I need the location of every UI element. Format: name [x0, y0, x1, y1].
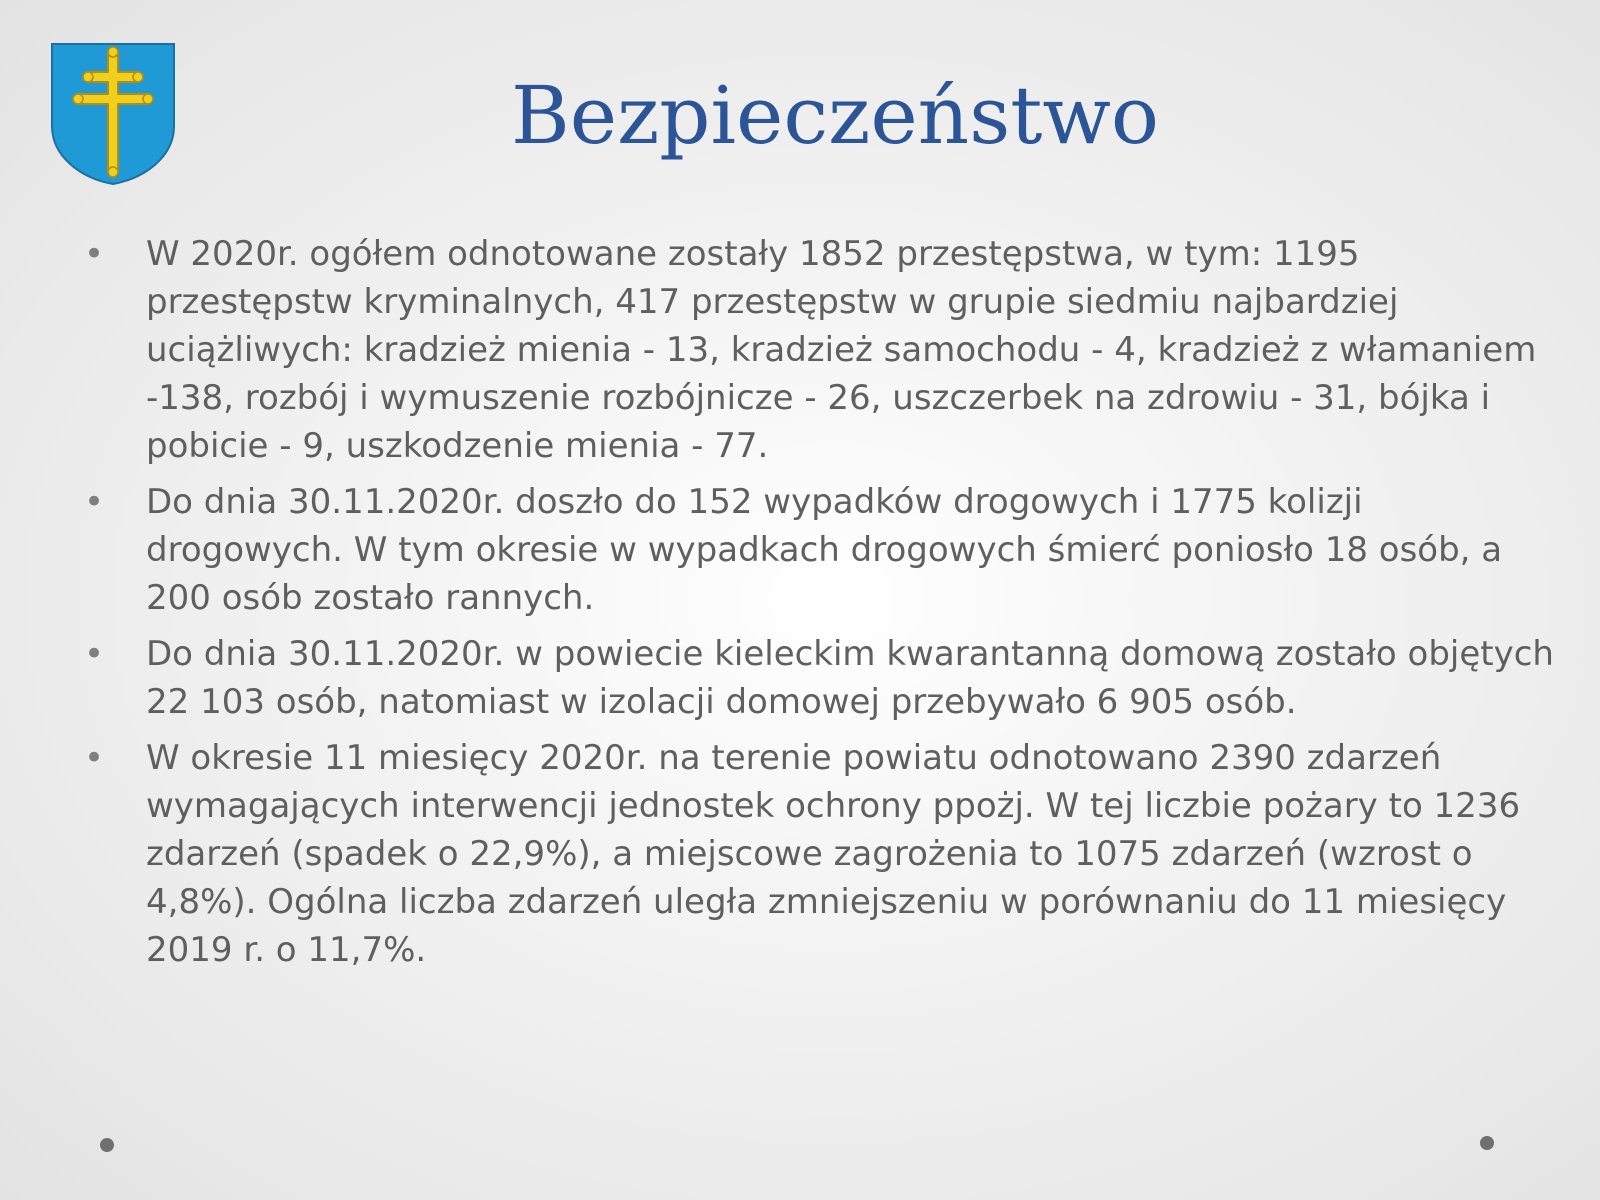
bullet-text: Do dnia 30.11.2020r. w powiecie kieleckim kwarantanną domową zostało objętych 22 103 osób, natomiast w izolacji domowej przebywało 6 905 osób. [146, 634, 1554, 722]
bullet-dot-icon: • [84, 482, 105, 522]
coat-of-arms-double-cross-icon [50, 42, 176, 186]
bullet-item [80, 478, 1560, 622]
bullet-item [80, 630, 1560, 726]
bullet-text: W 2020r. ogółem odnotowane zostały 1852 przestępstwa, w tym: 1195 przestępstw kryminalnych, 417 przestępstw w grupie siedmiu najbardziej uciążliwych: kradzież mienia - 13, kradzież samochodu - 4, kradzież z włamaniem -138, rozbój i wymuszenie rozbójnicze - 26, uszczerbek na zdrowiu - 31, bójka i pobicie - 9, uszkodzenie mienia - 77. [146, 234, 1537, 466]
bullet-text: W okresie 11 miesięcy 2020r. na terenie powiatu odnotowano 2390 zdarzeń wymagających interwencji jednostek ochrony ppożj. W tej liczbie pożary to 1236 zdarzeń (spadek o 22,9%), a miejscowe zagrożenia to 1075 zdarzeń (wzrost o 4,8%). Ogólna liczba zdarzeń uległa zmniejszeniu w porównaniu do 11 miesięcy 2019 r. o 11,7%. [146, 738, 1521, 970]
bullet-text: Do dnia 30.11.2020r. doszło do 152 wypadków drogowych i 1775 kolizji drogowych. W tym okresie w wypadkach drogowych śmierć poniosło 18 osób, a 200 osób zostało rannych. [146, 482, 1503, 618]
bullet-dot-icon: • [84, 738, 105, 778]
bullet-dot-icon: • [84, 634, 105, 674]
bullet-item [80, 734, 1560, 974]
bullet-item [80, 230, 1560, 470]
corner-dot-decoration [100, 1138, 114, 1152]
corner-dot-decoration [1480, 1136, 1494, 1150]
slide-title: Bezpieczeństwo [510, 69, 1160, 162]
bullet-list [80, 230, 1560, 982]
bullet-dot-icon: • [84, 234, 105, 274]
